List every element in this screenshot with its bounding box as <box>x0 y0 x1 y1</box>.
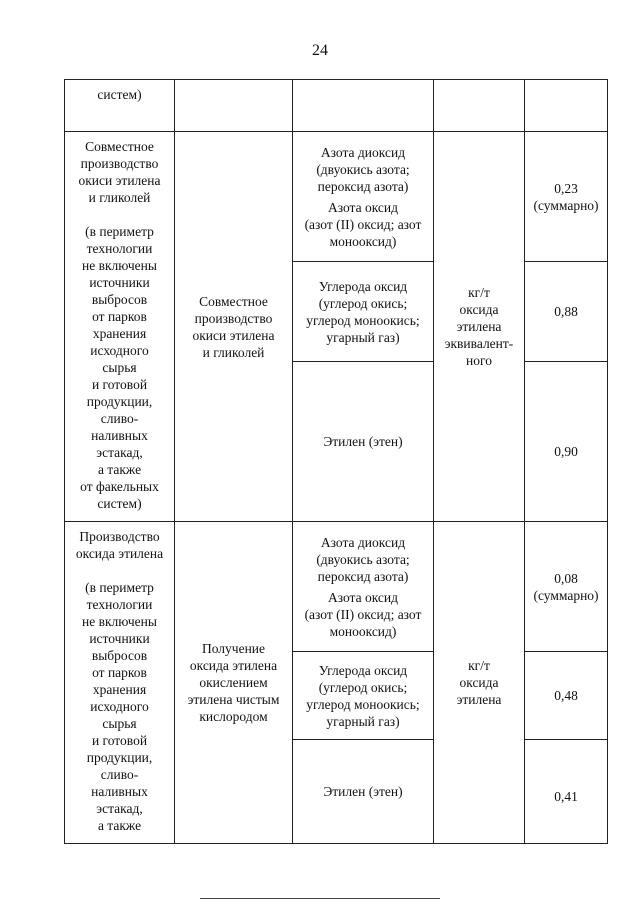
cell-substance <box>293 132 434 262</box>
cell-value: 0,90 <box>525 362 608 522</box>
cell-unit: кг/т оксида этилена эквивалент- ного <box>434 132 525 522</box>
cell-process-description <box>65 132 175 522</box>
process-title: Совместное производство окиси этилена и гликолей <box>78 139 161 205</box>
cell-value: 0,23 (суммарно) <box>525 132 608 262</box>
cell-technology: Получение оксида этилена окислением этилена чистым кислородом <box>175 522 293 844</box>
table-row <box>65 80 608 132</box>
substance-nitrogen-dioxide: Азота диоксид (двуокись азота; пероксид азота) <box>316 534 410 584</box>
page-number: 24 <box>312 42 328 59</box>
bottom-rule <box>200 898 440 899</box>
cell-empty <box>293 80 434 132</box>
substance-nitrogen-dioxide: Азота диоксид (двуокись азота; пероксид азота) <box>316 144 410 194</box>
cell-value: 0,08 (суммарно) <box>525 522 608 652</box>
cell-empty <box>434 80 525 132</box>
substance-carbon-oxide: Углерода оксид (углерод окись; углерод моноокись; угарный газ) <box>293 652 434 740</box>
cell-substance <box>293 522 434 652</box>
substance-ethylene: Этилен (этен) <box>293 740 434 844</box>
process-note: (в периметр технологии не включены источники выбросов от парков хранения исходного сырья и готовой продукции, сливо- наливных эстакад, а также от факельных систем) <box>80 224 159 511</box>
process-note: (в периметр технологии не включены источники выбросов от парков хранения исходного сырья и готовой продукции, сливо- наливных эстакад, а также <box>82 580 157 833</box>
substance-carbon-oxide: Углерода оксид (углерод окись; углерод моноокись; угарный газ) <box>293 262 434 362</box>
cell-process-description <box>65 522 175 844</box>
cell-technology: Совместное производство окиси этилена и гликолей <box>175 132 293 522</box>
substance-nitrogen-oxide: Азота оксид (азот (II) оксид; азот монооксид) <box>304 589 422 639</box>
substance-ethylene: Этилен (этен) <box>293 362 434 522</box>
cell-value: 0,48 <box>525 652 608 740</box>
table-row <box>65 132 608 262</box>
cell-continuation-text: систем) <box>65 80 175 132</box>
table-row <box>65 522 608 652</box>
cell-empty <box>175 80 293 132</box>
process-title: Производство оксида этилена <box>75 529 164 561</box>
cell-empty <box>525 80 608 132</box>
cell-unit: кг/т оксида этилена <box>434 522 525 844</box>
substance-nitrogen-oxide: Азота оксид (азот (II) оксид; азот монооксид) <box>304 199 422 249</box>
emissions-table <box>64 79 608 844</box>
cell-value: 0,88 <box>525 262 608 362</box>
cell-value: 0,41 <box>525 740 608 844</box>
